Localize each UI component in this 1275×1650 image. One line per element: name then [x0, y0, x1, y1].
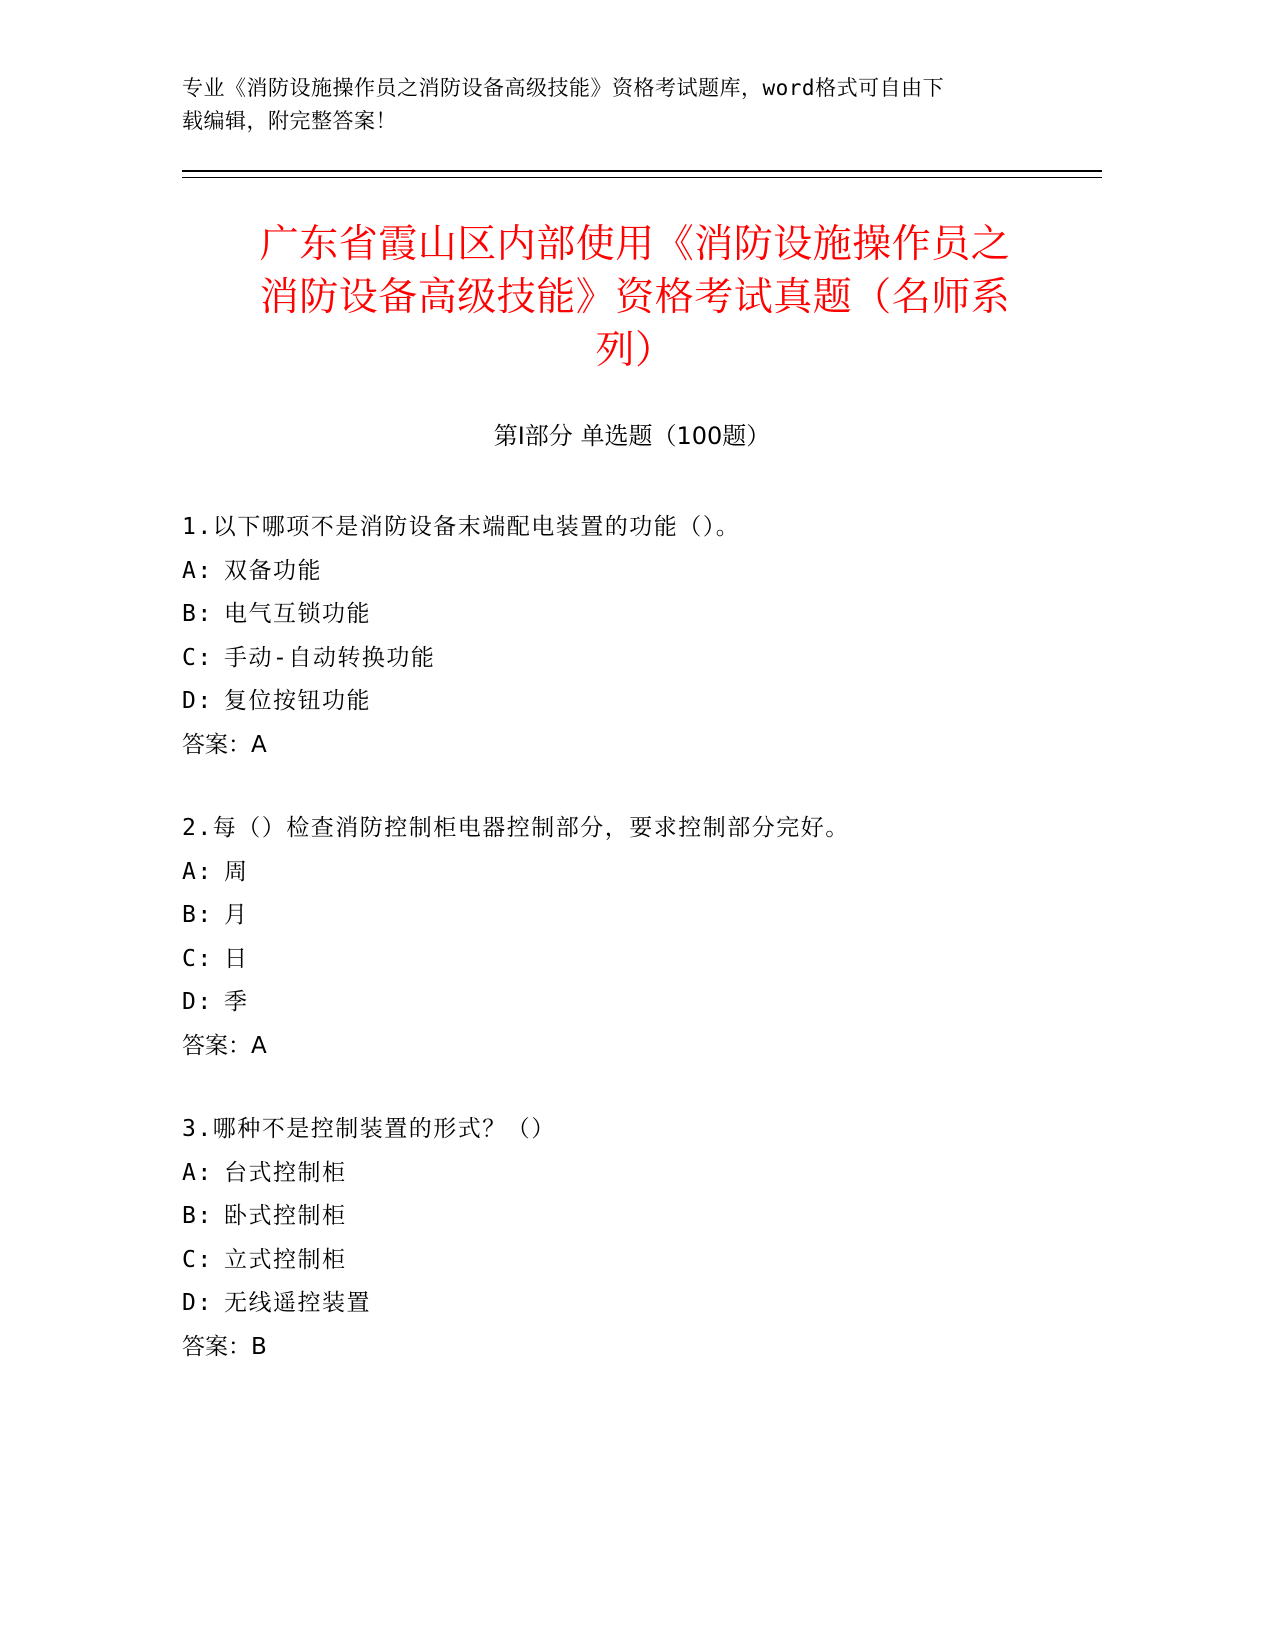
option-letter: A: [182, 858, 213, 885]
header-divider-thin [182, 177, 1102, 178]
question-item-2 [182, 807, 1082, 1068]
document-title-line3: 列） [595, 328, 675, 373]
option-text: 季 [224, 989, 249, 1015]
option-letter: B: [182, 902, 213, 928]
option-text: 月 [224, 902, 249, 928]
header-note-line1: 专业《消防设施操作员之消防设备高级技能》资格考试题库，word格式可自由下 [182, 76, 945, 100]
answer-line: 答案：A [182, 1032, 267, 1059]
option-letter: D: [182, 1290, 213, 1316]
header-divider-thick [182, 170, 1102, 172]
option-c [182, 637, 1082, 681]
answer-line: 答案：A [182, 731, 267, 758]
option-letter: A: [182, 557, 213, 584]
question-stem: 1.以下哪项不是消防设备末端配电装置的功能（）。 [182, 514, 741, 540]
section-heading: 第Ⅰ部分 单选题（100题） [493, 422, 771, 450]
option-letter: D: [182, 989, 213, 1015]
header-note [182, 72, 1042, 138]
option-c [182, 1239, 1082, 1283]
option-a [182, 550, 1082, 594]
header-note-line2: 载编辑，附完整答案！ [182, 109, 397, 133]
option-text: 日 [224, 945, 249, 972]
option-b [182, 1195, 1082, 1239]
option-d [182, 680, 1082, 724]
question-stem: 3.哪种不是控制装置的形式？（） [182, 1116, 556, 1142]
option-text: 周 [224, 858, 249, 885]
option-text: 台式控制柜 [224, 1159, 347, 1186]
option-a [182, 1152, 1082, 1196]
option-a [182, 851, 1082, 895]
option-text: 手动-自动转换功能 [224, 644, 436, 671]
document-title-line1: 广东省霞山区内部使用《消防设施操作员之 [259, 222, 1011, 267]
option-letter: C: [182, 644, 213, 671]
option-letter: C: [182, 1246, 213, 1273]
question-stem: 2.每（）检查消防控制柜电器控制部分，要求控制部分完好。 [182, 815, 850, 841]
option-letter: C: [182, 945, 213, 972]
answer-line: 答案：B [182, 1333, 267, 1360]
option-text: 复位按钮功能 [224, 688, 371, 714]
option-d [182, 981, 1082, 1025]
option-text: 立式控制柜 [224, 1246, 347, 1273]
option-letter: B: [182, 601, 213, 627]
document-title-line2: 消防设备高级技能》资格考试真题（名师系 [259, 275, 1011, 320]
option-d [182, 1282, 1082, 1326]
question-item-3 [182, 1108, 1082, 1369]
option-b [182, 894, 1082, 938]
option-text: 双备功能 [224, 557, 322, 584]
option-text: 电气互锁功能 [224, 601, 371, 627]
option-text: 卧式控制柜 [224, 1203, 347, 1229]
question-list [182, 506, 1082, 1409]
option-text: 无线遥控装置 [224, 1290, 371, 1316]
option-c [182, 938, 1082, 982]
option-letter: B: [182, 1203, 213, 1229]
question-item-1 [182, 506, 1082, 767]
option-letter: A: [182, 1159, 213, 1186]
option-b [182, 593, 1082, 637]
document-title [160, 218, 1110, 377]
option-letter: D: [182, 688, 213, 714]
